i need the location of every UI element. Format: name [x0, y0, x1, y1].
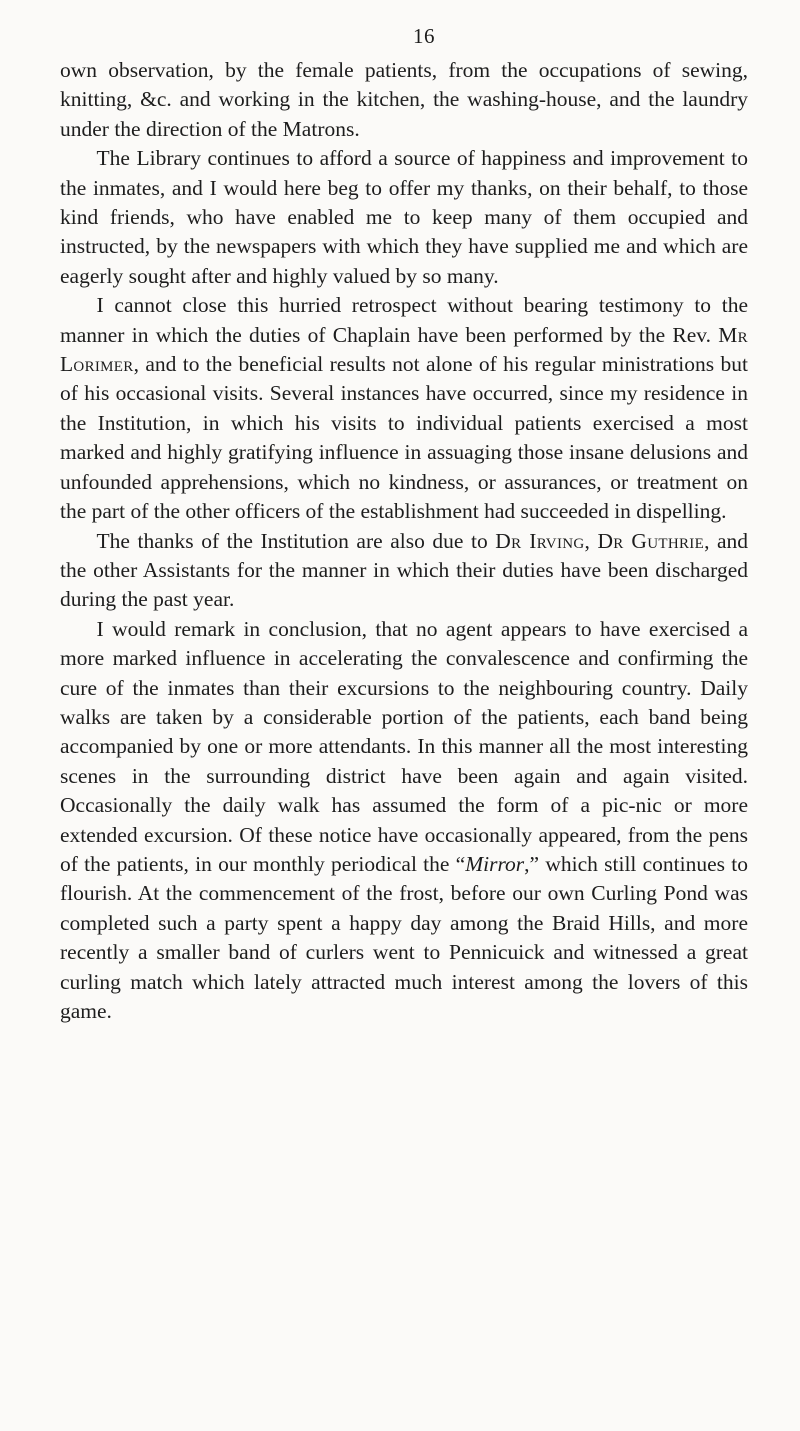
text-run: I cannot close this hurried retrospect without bearing testimony to the manner in which the duties of Chaplain have been performed by the Rev.	[60, 293, 748, 347]
paragraph-thanks	[60, 527, 748, 615]
name-guthrie: Dr Guthrie	[597, 528, 705, 553]
text-run: I would remark in conclusion, that no agent appears to have exercised a more marked influence in accelerating the convalescence and confirming the cure of the inmates than their excursions to the neighbouring country. Daily walks are taken by a considerable portion of the patients, each band being accompanied by one or more attendants. In this manner all the most interesting scenes in the surrounding district have been again and again visited. Occasionally the daily walk has assumed the form of a pic-nic or more extended excursion. Of these notice have occasionally appeared, from the pens of the patients, in our monthly periodical the “	[60, 616, 748, 876]
text-run: The thanks of the Institution are also due to	[96, 528, 496, 553]
paragraph-library	[60, 144, 748, 291]
body-text	[60, 56, 748, 1026]
name-lorimer: Mr Lorimer	[60, 322, 748, 377]
text-run: own observation, by the female patients, from the occupations of sewing, knitting, &c. and working in the kitchen, the washing-house, and the laundry under the direction of the Matrons.	[60, 58, 748, 141]
text-run: , and to the beneficial results not alone of his regular ministrations but of his occasional visits. Several instances have occurred, since my residence in the Institution, in which his visits to individual patients exercised a most marked and highly gratifying influence in assuaging those insane delusions and unfounded apprehensions, which no kindness, or assurances, or treatment on the part of the other officers of the establishment had succeeded in dispelling.	[60, 352, 748, 524]
name-irving: Dr Irving	[495, 528, 585, 553]
text-run: , and the other Assistants for the manner in which their duties have been discharged during the past year.	[60, 528, 749, 612]
text-run: The Library continues to afford a source of happiness and improvement to the inmates, and I would here beg to offer my thanks, on their behalf, to those kind friends, who have enabled me to keep many of them occupied and instructed, by the newspapers with which they have supplied me and which are eagerly sought after and highly valued by so many.	[60, 146, 748, 288]
text-run: ,	[584, 528, 598, 553]
page-number: 16	[413, 24, 435, 48]
periodical-title: Mirror	[465, 851, 525, 876]
text-run: ,” which still continues to flourish. At the commencement of the frost, before our own Curling Pond was completed such a party spent a happy day among the Braid Hills, and more recently a smaller band of curlers went to Pennicuick and witnessed a great curling match which lately attracted much interest among the lovers of this game.	[60, 851, 749, 1023]
paragraph-excursions	[60, 615, 748, 1027]
paragraph-chaplain	[60, 291, 748, 526]
paragraph-occupations	[60, 56, 748, 144]
